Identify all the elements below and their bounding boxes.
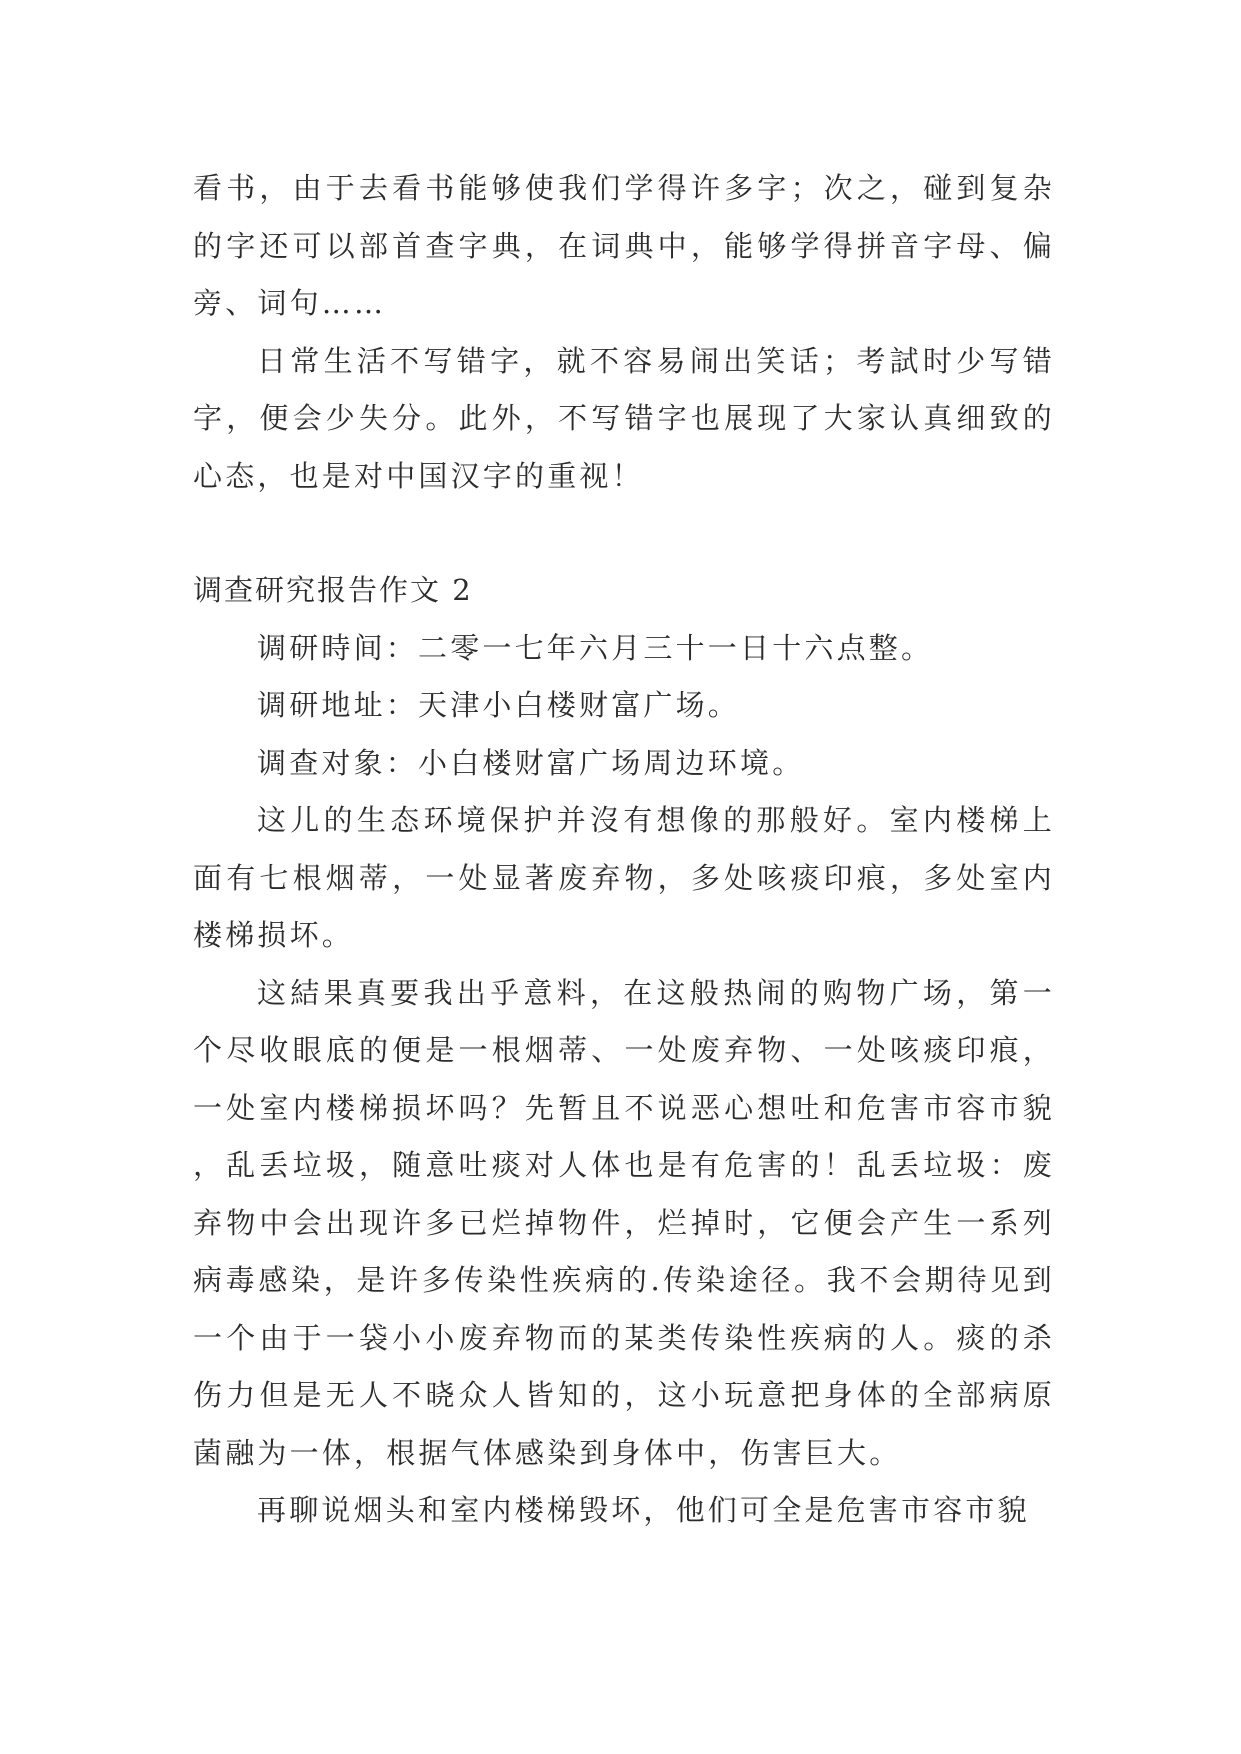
survey-object: 调查对象：小白楼财富广场周边环境。: [257, 745, 805, 780]
survey-time: 调研時间：二零一七年六月三十一日十六点整。: [257, 630, 934, 665]
section-spacer: [193, 505, 1055, 562]
paragraph-reading: 看书，由于去看书能够使我们学得许多字；次之，碰到复杂的字还可以部首查字典，在词典中，能够学得拼音字母、偏旁、词句……: [193, 171, 1055, 320]
document-body: [193, 160, 1055, 1540]
paragraph-no-typos: 日常生活不写错字，就不容易闹出笑话；考試时少写错字，便会少失分。此外，不写错字也展现了大家认真细致的心态，也是对中国汉字的重视！: [193, 343, 1055, 493]
section-heading: 调查研究报告作文 2: [193, 573, 473, 607]
survey-place: 调研地址：天津小白楼财富广场。: [257, 688, 741, 722]
paragraph-cigarette: 再聊说烟头和室内楼梯毁坏，他们可全是危害市容市貌: [257, 1493, 1030, 1527]
paragraph-environment: 这儿的生态环境保护并沒有想像的那般好。室内楼梯上面有七根烟蒂，一处显著废弃物，多处咳痰印痕，多处室内楼梯损坏。: [193, 803, 1055, 952]
paragraph-surprise: 这結果真要我出乎意料，在这般热闹的购物广场，第一个尽收眼底的便是一根烟蒂、一处废弃物、一处咳痰印痕，一处室内楼梯损坏吗？先暂且不说恶心想吐和危害市容市貌，乱丢垃圾，随意吐痰对人体也是有危害的！乱丢垃圾：废弃物中会出现许多已烂掉物件，烂掉时，它便会产生一系列病毒感染，是许多传染性疾病的.传染途径。我不会期待见到一个由于一袋小小废弃物而的某类传染性疾病的人。痰的杀伤力但是无人不晓众人皆知的，这小玩意把身体的全部病原菌融为一体，根据气体感染到身体中，伤害巨大。: [193, 975, 1055, 1470]
